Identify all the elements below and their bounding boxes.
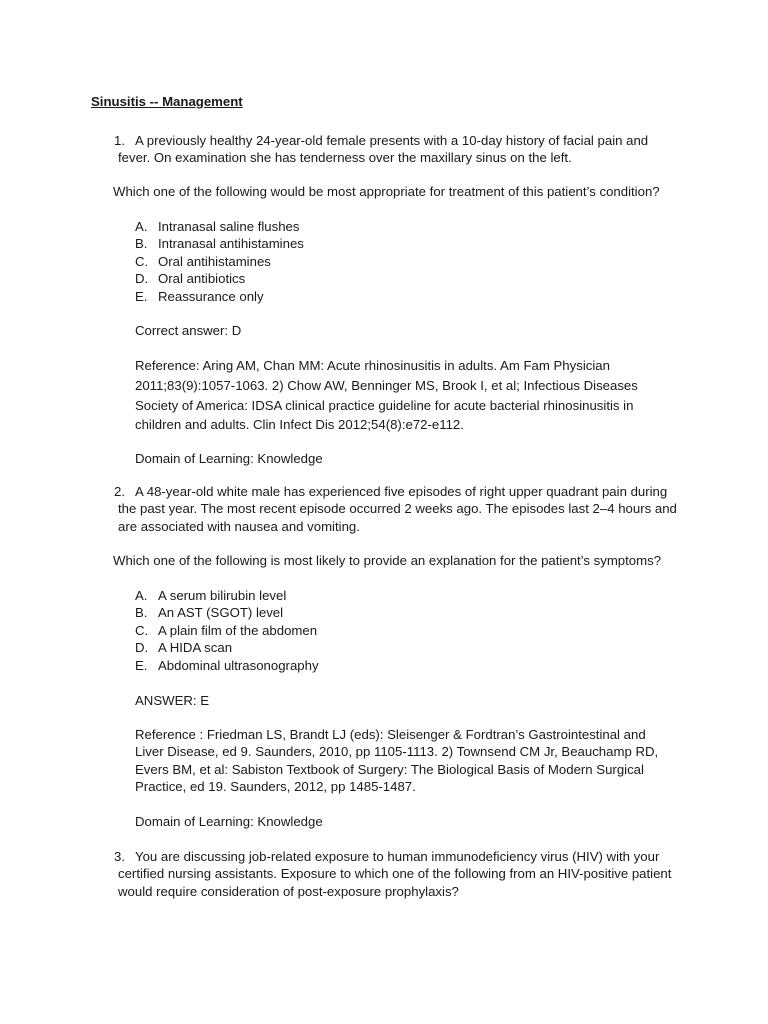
question-number: 3. xyxy=(114,849,125,864)
question-number: 1. xyxy=(114,133,125,148)
option-letter: A. xyxy=(135,588,148,603)
answer-options xyxy=(135,587,319,674)
correct-answer: ANSWER: E xyxy=(135,693,210,708)
option-letter: E. xyxy=(135,288,148,304)
option-b xyxy=(135,235,304,252)
option-letter: C. xyxy=(135,253,149,269)
option-text: Intranasal saline flushes xyxy=(158,219,300,234)
option-text: A HIDA scan xyxy=(158,640,233,656)
option-text: Intranasal antihistamines xyxy=(158,236,304,252)
option-letter: D. xyxy=(135,640,149,656)
question-text: You are discussing job-related exposure to human immunodeficiency virus (HIV) with your certified nursing assistants. Exposure to which one of the following from an HIV-positive patient would require consideration of post-exposure prophylaxis? xyxy=(118,849,672,899)
option-letter: B. xyxy=(135,236,148,252)
option-text: Oral antibiotics xyxy=(158,271,246,287)
question-3 xyxy=(114,848,678,900)
option-text: A plain film of the abdomen xyxy=(158,622,318,638)
option-text: A serum bilirubin level xyxy=(158,588,287,603)
option-a xyxy=(135,587,319,604)
domain-of-learning: Domain of Learning: Knowledge xyxy=(135,814,323,829)
option-e xyxy=(135,288,304,305)
question-text: A 48-year-old white male has experienced five episodes of right upper quadrant pain during the past year. The most recent episode occurred 2 weeks ago. The episodes last 2–4 hours and are associated with nausea and vomiting. xyxy=(118,484,677,534)
question-stem: Which one of the following would be most appropriate for treatment of this patient’s condition? xyxy=(113,184,660,199)
option-c xyxy=(135,622,319,639)
question-stem: Which one of the following is most likely to provide an explanation for the patient’s symptoms? xyxy=(113,553,662,568)
domain-of-learning: Domain of Learning: Knowledge xyxy=(135,451,323,466)
option-letter: B. xyxy=(135,605,148,621)
question-1 xyxy=(114,132,678,167)
option-a xyxy=(135,218,304,235)
option-e xyxy=(135,657,319,674)
question-2 xyxy=(114,483,678,535)
option-b xyxy=(135,604,319,621)
reference: Reference : Friedman LS, Brandt LJ (eds): Sleisenger & Fordtran’s Gastrointestinal and Liver Disease, ed 9. Saunders, 2010, pp 1105-1113. 2) Townsend CM Jr, Beauchamp RD, Evers BM, et al: Sabiston Textbook of Surgery: The Biological Basis of Modern Surgical Practice, ed 19. Saunders, 2012, pp 1485-1487. xyxy=(135,727,659,795)
option-c xyxy=(135,253,304,270)
question-number: 2. xyxy=(114,484,125,499)
option-letter: C. xyxy=(135,622,149,638)
option-text: Abdominal ultrasonography xyxy=(158,657,319,673)
page-title: Sinusitis -- Management xyxy=(91,94,243,109)
option-letter: A. xyxy=(135,219,148,234)
option-text: Reassurance only xyxy=(158,288,264,304)
correct-answer: Correct answer: D xyxy=(135,323,242,338)
option-text: An AST (SGOT) level xyxy=(158,605,284,621)
reference: Reference: Aring AM, Chan MM: Acute rhinosinusitis in adults. Am Fam Physician 2011;83(9):1057-1063. 2) Chow AW, Benninger MS, Brook I, et al; Infectious Diseases Society of America: IDSA clinical practice guideline for acute bacterial rhinosinusitis in children and adults. Clin Infect Dis 2012;54(8):e72-e112. xyxy=(135,358,638,433)
option-d xyxy=(135,639,319,656)
question-text: A previously healthy 24-year-old female presents with a 10-day history of facial pain and fever. On examination she has tenderness over the maxillary sinus on the left. xyxy=(118,133,649,166)
option-letter: E. xyxy=(135,657,148,673)
option-text: Oral antihistamines xyxy=(158,253,271,269)
answer-options xyxy=(135,218,304,305)
option-letter: D. xyxy=(135,271,149,287)
option-d xyxy=(135,270,304,287)
